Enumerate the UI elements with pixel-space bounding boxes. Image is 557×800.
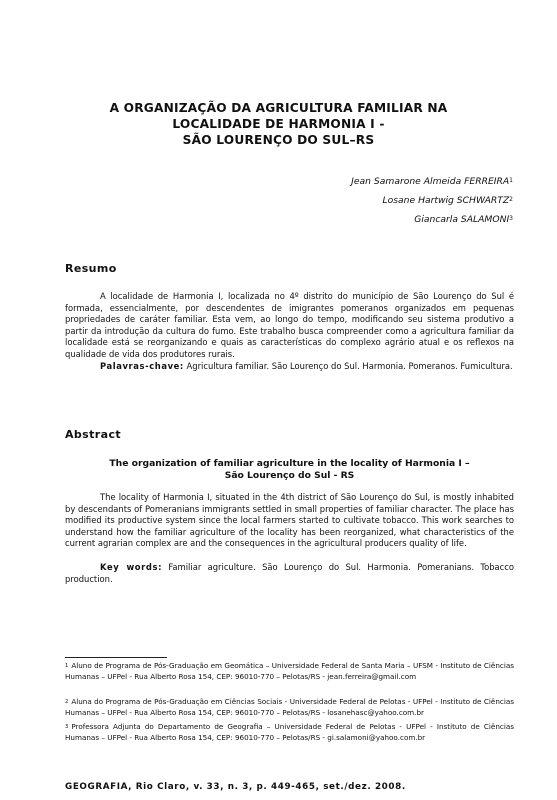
- abstract-keywords: [65, 562, 514, 585]
- author-1: [351, 172, 513, 191]
- footnote-marker: 1: [65, 663, 69, 669]
- footnote-marker: 3: [65, 724, 69, 730]
- title-line-2: LOCALIDADE DE HARMONIA I -: [172, 117, 385, 131]
- author-name: Losane Hartwig SCHWARTZ: [382, 195, 510, 206]
- footnote-1: [65, 661, 514, 682]
- subtitle-line-1: The organization of familiar agriculture in the locality of Harmonia I –: [109, 458, 470, 469]
- resumo-heading: Resumo: [65, 262, 117, 275]
- resumo-body: [65, 291, 514, 361]
- keywords-text: Agricultura familiar. São Lourenço do Sul. Harmonia. Pomeranos. Fumicultura.: [186, 361, 513, 371]
- paper-title: [60, 100, 497, 148]
- abstract-heading: Abstract: [65, 428, 122, 441]
- footnote-divider: [65, 657, 167, 658]
- author-2: [351, 191, 513, 210]
- resumo-keywords: [65, 361, 514, 373]
- author-list: [351, 172, 513, 229]
- abstract-text: The locality of Harmonia I, situated in the 4th district of São Lourenço do Sul, is mostly inhabited by descendants of Pomeranians immigrants settled in small properties of familiar character. The place has modified its productive system since the local farmers started to cultivate tobacco. This work searches to understand how the familiar agriculture of the locality has been reorganized, what characteristics of the current agrarian complex are and the consequences in the agricultural producers quality of life.: [65, 492, 514, 549]
- keywords-label: Palavras-chave:: [100, 361, 184, 371]
- footnote-2: [65, 697, 514, 718]
- abstract-body: [65, 492, 514, 550]
- author-3: [351, 210, 513, 229]
- keywords-text: Familiar agriculture. São Lourenço do Sul. Harmonia. Pomeranians. Tobacco production.: [65, 562, 514, 584]
- footnote-marker: 1: [509, 177, 513, 184]
- footnote-text: Professora Adjunta do Departamento de Geografia – Universidade Federal de Pelotas - UFPel - Instituto de Ciências Humanas – UFPel - Rua Alberto Rosa 154, CEP: 96010-770 – Pelotas/RS - gi.salamoni@yahoo.com.br: [65, 722, 514, 742]
- footnote-marker: 2: [509, 196, 513, 203]
- title-line-1: A ORGANIZAÇÃO DA AGRICULTURA FAMILIAR NA: [109, 101, 448, 115]
- footnote-marker: 3: [509, 215, 513, 222]
- abstract-subtitle: [65, 458, 514, 482]
- keywords-label: Key words:: [100, 562, 163, 572]
- title-line-3: SÃO LOURENÇO DO SUL–RS: [182, 133, 375, 147]
- subtitle-line-2: São Lourenço do Sul - RS: [224, 470, 355, 481]
- footnote-text: Aluno de Programa de Pós-Graduação em Geomática – Universidade Federal de Santa Maria – UFSM - Instituto de Ciências Humanas – UFPel - Rua Alberto Rosa 154, CEP: 96010-770 – Pelotas/RS - jean.ferreira@gmail.com: [65, 661, 514, 681]
- journal-citation: GEOGRAFIA, Rio Claro, v. 33, n. 3, p. 449-465, set./dez. 2008.: [65, 782, 406, 792]
- author-name: Jean Samarone Almeida FERREIRA: [351, 176, 510, 187]
- footnote-3: [65, 722, 514, 743]
- resumo-text: A localidade de Harmonia I, localizada no 4º distrito do município de São Lourenço do Sul é formada, essencialmente, por descendentes de imigrantes pomeranos organizados em pequenas propriedades de caráter familiar. Esta vem, ao longo do tempo, modificando seu sistema produtivo a partir da introdução da cultura do fumo. Este trabalho busca compreender como a agricultura familiar da localidade está se reorganizando e quais as características do complexo agrário atual e os reflexos na qualidade de vida dos produtores rurais.: [65, 291, 514, 359]
- footnote-text: Aluna do Programa de Pós-Graduação em Ciências Sociais - Universidade Federal de Pelotas - UFPel - Instituto de Ciências Humanas – UFPel - Rua Alberto Rosa 154, CEP: 96010-770 – Pelotas/RS - losanehasc@yahoo.com.br: [65, 697, 514, 717]
- author-name: Giancarla SALAMONI: [414, 214, 510, 225]
- footnote-marker: 2: [65, 699, 69, 705]
